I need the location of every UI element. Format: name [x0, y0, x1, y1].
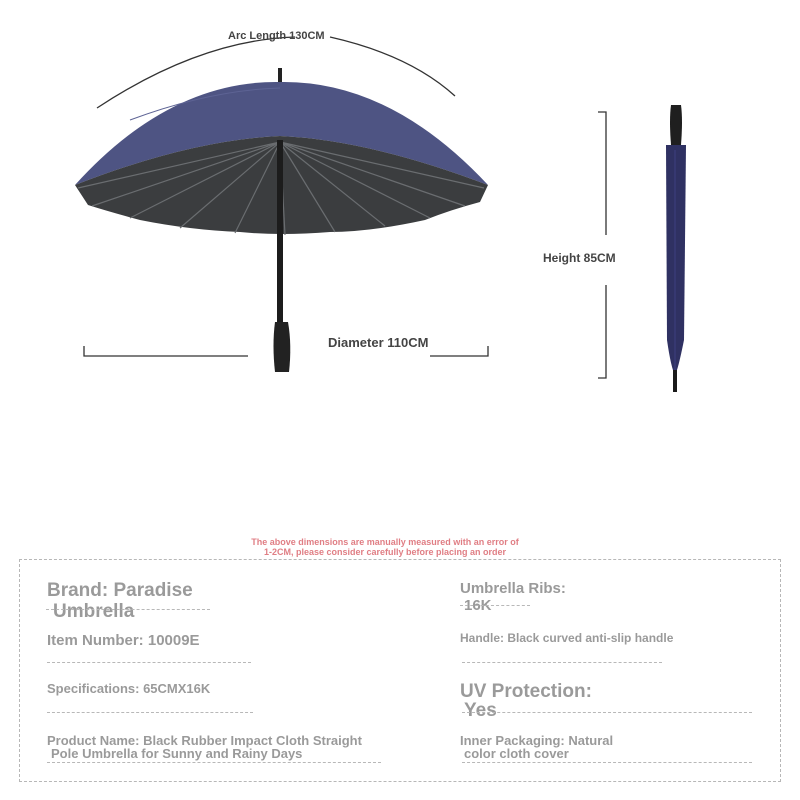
packaging-separator	[462, 762, 752, 763]
specifications-separator	[47, 712, 253, 713]
brand-label: Brand: Paradise	[47, 580, 193, 601]
uv-protection-label: UV Protection:	[460, 681, 592, 702]
packaging-line-2: color cloth cover	[464, 746, 569, 761]
arc-length-label: Arc Length 130CM	[228, 30, 325, 42]
measurement-notice	[150, 537, 620, 557]
ribs-value: 16K	[464, 597, 492, 614]
product-separator	[47, 762, 381, 763]
handle-separator	[462, 662, 662, 663]
brand-separator	[46, 609, 210, 610]
handle: Handle: Black curved anti-slip handle	[460, 631, 674, 645]
ribs-label: Umbrella Ribs:	[460, 580, 566, 597]
height-label: Height 85CM	[543, 251, 616, 265]
uv-protection-value: Yes	[464, 700, 497, 721]
item-number: Item Number: 10009E	[47, 632, 200, 649]
brand-value: Umbrella	[53, 601, 135, 622]
packaging-line-1: Inner Packaging: Natural	[460, 733, 614, 748]
item-number-separator	[47, 662, 251, 663]
diameter-label: Diameter 110CM	[328, 335, 429, 350]
product-name-line-1: Product Name: Black Rubber Impact Cloth Straight	[47, 733, 362, 748]
specifications: Specifications: 65CMX16K	[47, 681, 211, 696]
closed-umbrella-image	[655, 100, 695, 400]
uv-protection-separator	[462, 712, 752, 713]
product-name-line-2: Pole Umbrella for Sunny and Rainy Days	[51, 746, 303, 761]
notice-line-2: 1-2CM, please consider carefully before placing an order	[263, 547, 507, 557]
notice-line-1: The above dimensions are manually measured with an error of	[251, 537, 519, 547]
ribs-separator	[460, 605, 530, 606]
